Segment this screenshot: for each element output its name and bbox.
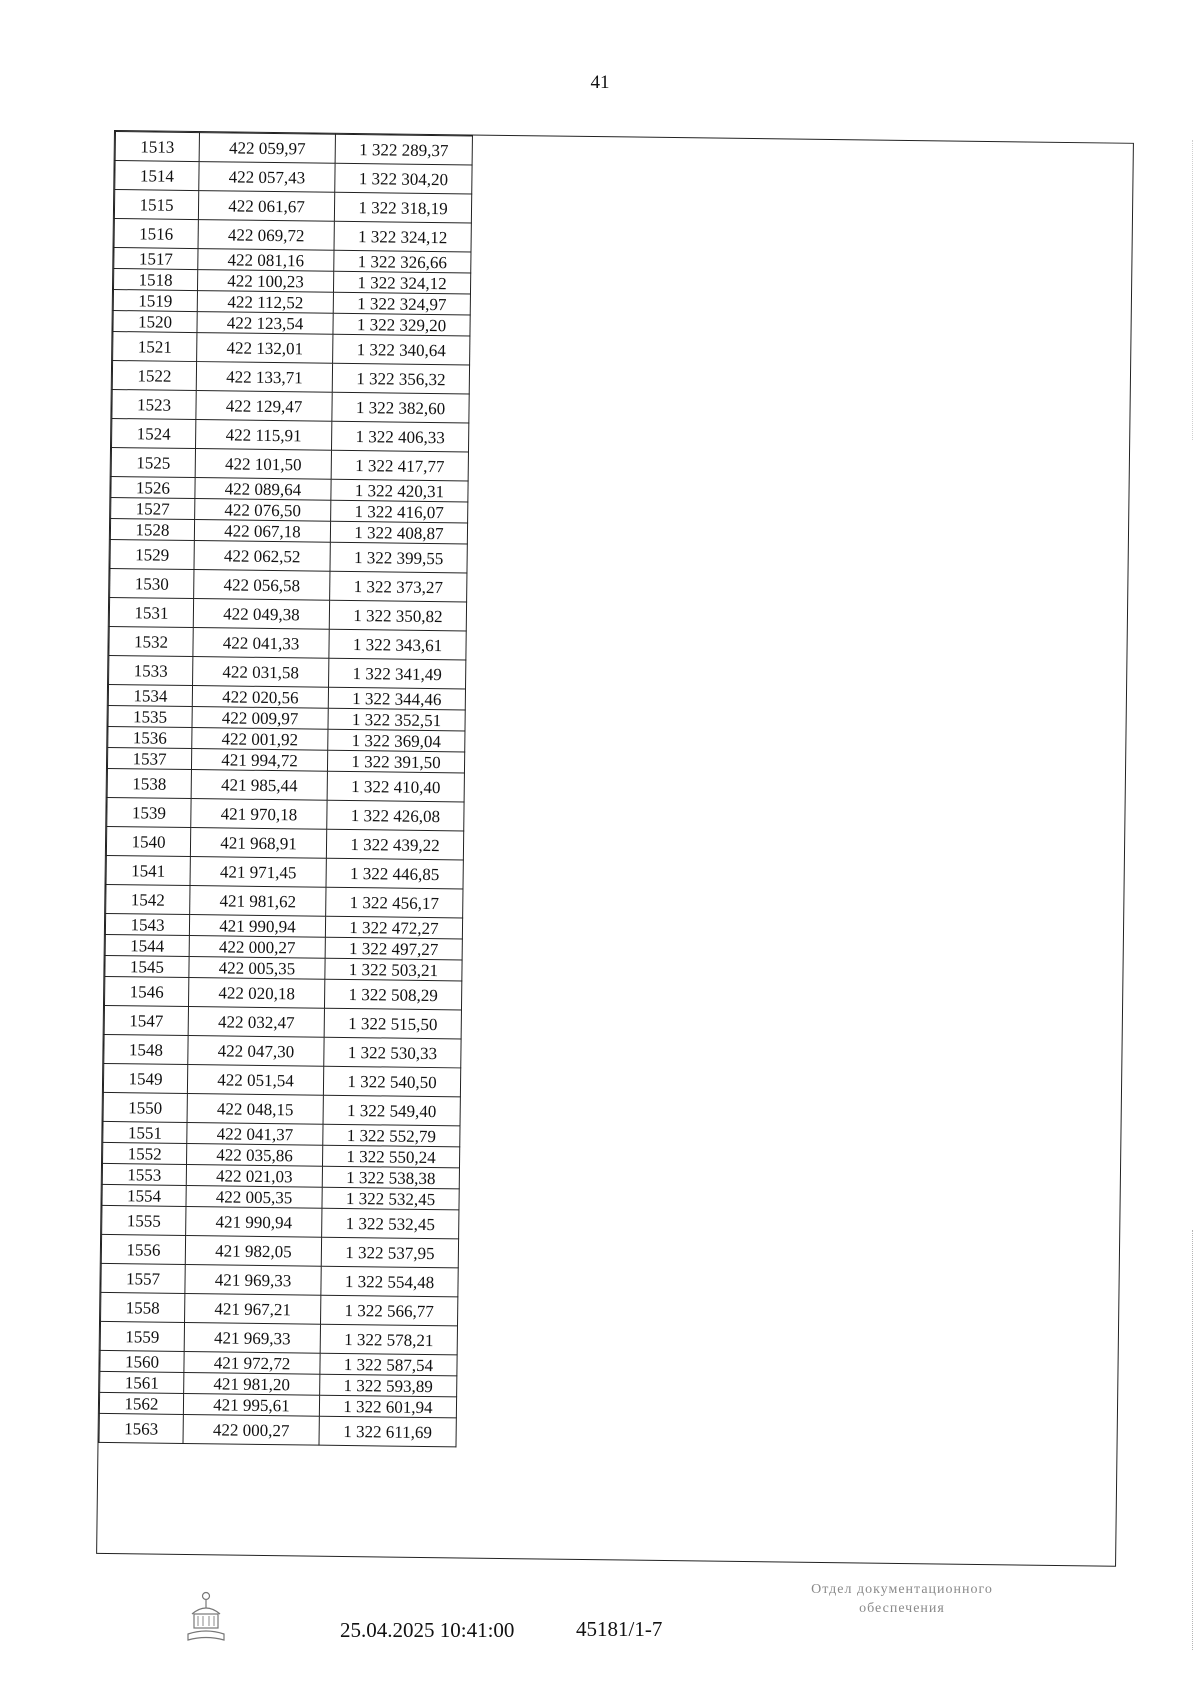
- x-coordinate-cell: 421 969,33: [185, 1264, 321, 1295]
- point-number-cell: 1514: [115, 161, 199, 191]
- coordinates-frame: [96, 130, 1134, 1567]
- point-number-cell: 1549: [103, 1063, 187, 1093]
- point-number-cell: 1538: [107, 768, 191, 798]
- x-coordinate-cell: 422 089,64: [195, 478, 331, 501]
- point-number-cell: 1516: [114, 219, 198, 249]
- x-coordinate-cell: 421 990,94: [189, 915, 325, 938]
- x-coordinate-cell: 422 001,92: [192, 728, 328, 751]
- x-coordinate-cell: 422 115,91: [196, 420, 332, 451]
- x-coordinate-cell: 422 112,52: [197, 291, 333, 314]
- point-number-cell: 1524: [112, 418, 196, 448]
- y-coordinate-cell: 1 322 391,50: [327, 750, 464, 773]
- y-coordinate-cell: 1 322 369,04: [328, 729, 465, 752]
- point-number-cell: 1535: [108, 705, 192, 727]
- y-coordinate-cell: 1 322 587,54: [320, 1353, 457, 1376]
- point-number-cell: 1555: [102, 1205, 186, 1235]
- y-coordinate-cell: 1 322 344,46: [328, 687, 465, 710]
- point-number-cell: 1553: [102, 1163, 186, 1185]
- point-number-cell: 1519: [113, 290, 197, 312]
- scan-margin-marks-top: [1192, 140, 1196, 440]
- point-number-cell: 1546: [104, 976, 188, 1006]
- x-coordinate-cell: 422 062,52: [194, 541, 330, 572]
- point-number-cell: 1531: [109, 597, 193, 627]
- x-coordinate-cell: 421 981,20: [184, 1372, 320, 1395]
- y-coordinate-cell: 1 322 439,22: [326, 829, 463, 860]
- x-coordinate-cell: 422 129,47: [196, 391, 332, 422]
- point-number-cell: 1542: [106, 884, 190, 914]
- y-coordinate-cell: 1 322 503,21: [325, 958, 462, 981]
- y-coordinate-cell: 1 322 417,77: [331, 450, 468, 481]
- x-coordinate-cell: 422 020,18: [188, 978, 324, 1009]
- y-coordinate-cell: 1 322 304,20: [335, 163, 472, 194]
- y-coordinate-cell: 1 322 550,24: [322, 1145, 459, 1168]
- table-row: [101, 1234, 458, 1267]
- y-coordinate-cell: 1 322 566,77: [321, 1295, 458, 1326]
- x-coordinate-cell: 422 047,30: [188, 1036, 324, 1067]
- x-coordinate-cell: 421 981,62: [190, 886, 326, 917]
- y-coordinate-cell: 1 322 324,12: [334, 221, 471, 252]
- x-coordinate-cell: 421 971,45: [190, 857, 326, 888]
- point-number-cell: 1556: [101, 1234, 185, 1264]
- coordinates-table: [99, 131, 473, 1447]
- x-coordinate-cell: 422 005,35: [189, 957, 325, 980]
- x-coordinate-cell: 422 031,58: [193, 657, 329, 688]
- table-row: [111, 447, 468, 480]
- x-coordinate-cell: 422 056,58: [194, 570, 330, 601]
- x-coordinate-cell: 422 101,50: [195, 449, 331, 480]
- x-coordinate-cell: 422 067,18: [194, 520, 330, 543]
- point-number-cell: 1522: [112, 361, 196, 391]
- point-number-cell: 1532: [109, 626, 193, 656]
- point-number-cell: 1558: [101, 1292, 185, 1322]
- point-number-cell: 1545: [105, 955, 189, 977]
- y-coordinate-cell: 1 322 408,87: [330, 521, 467, 544]
- table-row: [103, 1063, 460, 1096]
- point-number-cell: 1540: [106, 826, 190, 856]
- x-coordinate-cell: 422 005,35: [186, 1185, 322, 1208]
- table-row: [101, 1292, 458, 1325]
- x-coordinate-cell: 422 049,38: [193, 599, 329, 630]
- point-number-cell: 1533: [109, 655, 193, 685]
- y-coordinate-cell: 1 322 373,27: [330, 571, 467, 602]
- point-number-cell: 1539: [107, 797, 191, 827]
- point-number-cell: 1536: [108, 726, 192, 748]
- table-row: [99, 1413, 456, 1446]
- scan-margin-marks: [1192, 1230, 1196, 1650]
- y-coordinate-cell: 1 322 329,20: [333, 313, 470, 336]
- point-number-cell: 1562: [99, 1392, 183, 1414]
- y-coordinate-cell: 1 322 549,40: [323, 1095, 460, 1126]
- x-coordinate-cell: 422 032,47: [188, 1007, 324, 1038]
- table-row: [110, 568, 467, 601]
- y-coordinate-cell: 1 322 611,69: [319, 1416, 456, 1447]
- point-number-cell: 1515: [114, 190, 198, 220]
- y-coordinate-cell: 1 322 382,60: [332, 392, 469, 423]
- point-number-cell: 1557: [101, 1263, 185, 1293]
- y-coordinate-cell: 1 322 593,89: [320, 1374, 457, 1397]
- x-coordinate-cell: 422 081,16: [198, 249, 334, 272]
- point-number-cell: 1552: [103, 1142, 187, 1164]
- point-number-cell: 1525: [111, 447, 195, 477]
- x-coordinate-cell: 422 041,33: [193, 628, 329, 659]
- point-number-cell: 1544: [105, 934, 189, 956]
- y-coordinate-cell: 1 322 540,50: [323, 1066, 460, 1097]
- x-coordinate-cell: 422 123,54: [197, 312, 333, 335]
- x-coordinate-cell: 422 000,27: [189, 936, 325, 959]
- x-coordinate-cell: 422 020,56: [192, 686, 328, 709]
- point-number-cell: 1537: [107, 747, 191, 769]
- y-coordinate-cell: 1 322 538,38: [322, 1166, 459, 1189]
- stamp-line-2: обеспечения: [859, 1600, 945, 1616]
- x-coordinate-cell: 422 000,27: [183, 1414, 319, 1445]
- table-row: [100, 1321, 457, 1354]
- y-coordinate-cell: 1 322 426,08: [327, 800, 464, 831]
- x-coordinate-cell: 422 041,37: [187, 1122, 323, 1145]
- x-coordinate-cell: 421 970,18: [191, 799, 327, 830]
- table-row: [109, 626, 466, 659]
- point-number-cell: 1534: [108, 684, 192, 706]
- y-coordinate-cell: 1 322 508,29: [324, 979, 461, 1010]
- x-coordinate-cell: 421 995,61: [183, 1393, 319, 1416]
- table-row: [115, 161, 472, 194]
- x-coordinate-cell: 422 133,71: [196, 362, 332, 393]
- table-row: [115, 132, 472, 165]
- y-coordinate-cell: 1 322 318,19: [334, 192, 471, 223]
- table-row: [114, 190, 471, 223]
- y-coordinate-cell: 1 322 340,64: [333, 334, 470, 365]
- y-coordinate-cell: 1 322 554,48: [321, 1266, 458, 1297]
- table-row: [107, 768, 464, 801]
- y-coordinate-cell: 1 322 324,97: [333, 292, 470, 315]
- stamp-line-1: Отдел документационного: [811, 1582, 993, 1597]
- x-coordinate-cell: 421 994,72: [191, 749, 327, 772]
- table-row: [106, 826, 463, 859]
- point-number-cell: 1560: [100, 1350, 184, 1372]
- x-coordinate-cell: 422 132,01: [197, 333, 333, 364]
- table-row: [110, 539, 467, 572]
- x-coordinate-cell: 421 985,44: [191, 770, 327, 801]
- y-coordinate-cell: 1 322 552,79: [323, 1124, 460, 1147]
- point-number-cell: 1517: [114, 248, 198, 270]
- y-coordinate-cell: 1 322 352,51: [328, 708, 465, 731]
- table-row: [109, 655, 466, 688]
- x-coordinate-cell: 422 035,86: [187, 1143, 323, 1166]
- point-number-cell: 1526: [111, 476, 195, 498]
- point-number-cell: 1513: [115, 132, 199, 162]
- y-coordinate-cell: 1 322 324,12: [333, 271, 470, 294]
- footer-doc-number: 45181/1-7: [576, 1617, 663, 1641]
- point-number-cell: 1543: [105, 913, 189, 935]
- point-number-cell: 1529: [110, 539, 194, 569]
- y-coordinate-cell: 1 322 289,37: [335, 134, 472, 165]
- y-coordinate-cell: 1 322 578,21: [320, 1324, 457, 1355]
- x-coordinate-cell: 421 969,33: [184, 1322, 320, 1353]
- x-coordinate-cell: 422 051,54: [187, 1065, 323, 1096]
- y-coordinate-cell: 1 322 532,45: [322, 1208, 459, 1239]
- point-number-cell: 1548: [104, 1034, 188, 1064]
- x-coordinate-cell: 421 967,21: [185, 1293, 321, 1324]
- page-number: 41: [590, 72, 610, 93]
- x-coordinate-cell: 421 968,91: [190, 828, 326, 859]
- x-coordinate-cell: 422 021,03: [186, 1164, 322, 1187]
- table-row: [106, 855, 463, 888]
- y-coordinate-cell: 1 322 343,61: [329, 629, 466, 660]
- table-row: [103, 1092, 460, 1125]
- point-number-cell: 1518: [113, 269, 197, 291]
- x-coordinate-cell: 422 069,72: [198, 220, 334, 251]
- x-coordinate-cell: 422 009,97: [192, 707, 328, 730]
- table-row: [109, 597, 466, 630]
- table-row: [104, 976, 461, 1009]
- point-number-cell: 1527: [111, 497, 195, 519]
- footer-datetime: 25.04.2025 10:41:00: [340, 1618, 515, 1642]
- table-row: [106, 884, 463, 917]
- point-number-cell: 1561: [100, 1371, 184, 1393]
- y-coordinate-cell: 1 322 456,17: [326, 887, 463, 918]
- x-coordinate-cell: 422 057,43: [199, 162, 335, 193]
- x-coordinate-cell: 422 061,67: [198, 191, 334, 222]
- y-coordinate-cell: 1 322 326,66: [334, 250, 471, 273]
- y-coordinate-cell: 1 322 406,33: [331, 421, 468, 452]
- table-row: [112, 418, 469, 451]
- table-row: [112, 389, 469, 422]
- y-coordinate-cell: 1 322 530,33: [324, 1037, 461, 1068]
- x-coordinate-cell: 422 100,23: [197, 270, 333, 293]
- table-row: [114, 219, 471, 252]
- y-coordinate-cell: 1 322 416,07: [331, 500, 468, 523]
- emblem-icon: [184, 1590, 228, 1651]
- y-coordinate-cell: 1 322 515,50: [324, 1008, 461, 1039]
- x-coordinate-cell: 421 972,72: [184, 1351, 320, 1374]
- y-coordinate-cell: 1 322 601,94: [319, 1395, 456, 1418]
- table-row: [113, 332, 470, 365]
- department-stamp: [752, 1581, 1052, 1619]
- y-coordinate-cell: 1 322 399,55: [330, 542, 467, 573]
- point-number-cell: 1563: [99, 1413, 183, 1443]
- table-row: [112, 361, 469, 394]
- point-number-cell: 1550: [103, 1092, 187, 1122]
- y-coordinate-cell: 1 322 420,31: [331, 479, 468, 502]
- x-coordinate-cell: 422 048,15: [187, 1093, 323, 1124]
- table-row: [107, 797, 464, 830]
- point-number-cell: 1541: [106, 855, 190, 885]
- x-coordinate-cell: 422 059,97: [199, 133, 335, 164]
- y-coordinate-cell: 1 322 532,45: [322, 1187, 459, 1210]
- y-coordinate-cell: 1 322 472,27: [325, 916, 462, 939]
- table-row: [101, 1263, 458, 1296]
- table-row: [104, 1034, 461, 1067]
- x-coordinate-cell: 421 982,05: [185, 1235, 321, 1266]
- point-number-cell: 1554: [102, 1184, 186, 1206]
- point-number-cell: 1520: [113, 311, 197, 333]
- x-coordinate-cell: 421 990,94: [186, 1206, 322, 1237]
- y-coordinate-cell: 1 322 537,95: [321, 1237, 458, 1268]
- table-row: [102, 1205, 459, 1238]
- point-number-cell: 1528: [110, 518, 194, 540]
- point-number-cell: 1551: [103, 1121, 187, 1143]
- y-coordinate-cell: 1 322 497,27: [325, 937, 462, 960]
- y-coordinate-cell: 1 322 341,49: [329, 658, 466, 689]
- point-number-cell: 1521: [113, 332, 197, 362]
- x-coordinate-cell: 422 076,50: [195, 499, 331, 522]
- y-coordinate-cell: 1 322 410,40: [327, 771, 464, 802]
- y-coordinate-cell: 1 322 350,82: [329, 600, 466, 631]
- point-number-cell: 1559: [100, 1321, 184, 1351]
- y-coordinate-cell: 1 322 446,85: [326, 858, 463, 889]
- point-number-cell: 1547: [104, 1005, 188, 1035]
- point-number-cell: 1530: [110, 568, 194, 598]
- table-row: [104, 1005, 461, 1038]
- y-coordinate-cell: 1 322 356,32: [332, 363, 469, 394]
- point-number-cell: 1523: [112, 389, 196, 419]
